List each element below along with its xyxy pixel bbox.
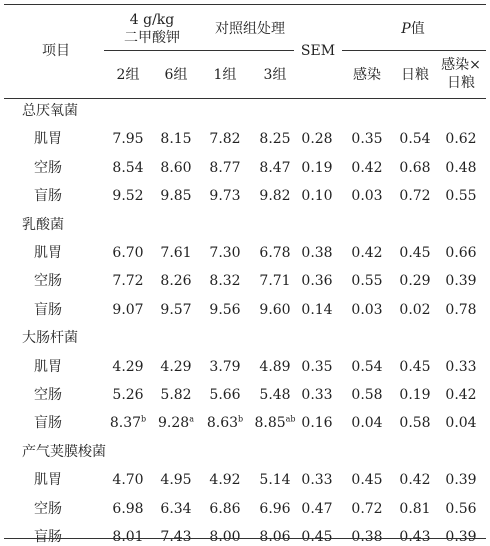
p-value-cell: 0.42 — [351, 159, 383, 176]
value-text: 6.86 — [209, 500, 241, 517]
value-text: 8.26 — [160, 273, 192, 290]
col-header-group2: 2组 — [116, 67, 140, 83]
value-text: 4.95 — [160, 472, 192, 489]
p-value-cell: 0.72 — [351, 500, 383, 517]
value-text: 6.78 — [259, 245, 291, 261]
header-kdf-line1: 4 g/kg — [129, 12, 175, 28]
value-cell — [104, 130, 152, 148]
value-cell — [104, 187, 152, 205]
header-bottom-rule — [4, 98, 486, 99]
value-cell — [104, 528, 152, 546]
p-value-cell: 0.42 — [399, 472, 431, 489]
value-cell — [200, 471, 250, 489]
sem-cell: 0.45 — [301, 529, 333, 545]
value-text: 9.82 — [259, 188, 291, 205]
p-value-cell: 0.58 — [399, 415, 431, 432]
header-p-value — [340, 20, 486, 38]
p-value-cell: 0.39 — [445, 529, 477, 545]
header-kdf-line2: 二甲酸钾 — [124, 30, 180, 46]
section-title: 总厌氧菌 — [22, 103, 78, 119]
row-label: 肌胃 — [34, 472, 62, 489]
header-item: 项目 — [42, 43, 70, 59]
section-title: 乳酸菌 — [22, 216, 64, 233]
p-value-cell: 0.55 — [445, 188, 477, 205]
value-text: 5.14 — [259, 472, 291, 489]
p-value-cell: 0.39 — [445, 472, 477, 489]
value-text: 8.85 — [254, 415, 286, 432]
value-cell — [200, 244, 250, 262]
value-cell — [104, 500, 152, 518]
sem-cell: 0.35 — [301, 358, 333, 375]
value-cell — [152, 358, 200, 376]
value-cell — [104, 414, 152, 432]
value-cell — [200, 272, 250, 290]
value-text: 8.60 — [160, 159, 192, 176]
row-label: 盲肠 — [34, 415, 62, 432]
sem-cell: 0.28 — [301, 131, 333, 148]
p-value-cell: 0.39 — [445, 273, 477, 290]
p-value-cell: 0.38 — [351, 529, 383, 545]
value-text: 6.98 — [112, 500, 144, 517]
p-value-cell: 0.66 — [445, 245, 477, 261]
value-cell — [104, 301, 152, 319]
value-cell — [152, 187, 200, 205]
value-text: 9.73 — [209, 188, 241, 205]
row-label: 盲肠 — [34, 188, 62, 205]
value-cell — [152, 500, 200, 518]
p-value-cell: 0.04 — [445, 415, 477, 432]
significance-superscript: b — [141, 414, 147, 424]
header-control: 对照组处理 — [215, 21, 285, 37]
value-text: 7.30 — [209, 245, 241, 261]
value-text: 4.89 — [259, 358, 291, 375]
value-text: 5.82 — [160, 387, 192, 403]
value-cell — [152, 386, 200, 404]
p-value-cell: 0.55 — [351, 273, 383, 290]
row-label: 肌胃 — [34, 245, 62, 261]
value-cell — [104, 272, 152, 290]
table-bottom-rule — [4, 538, 486, 539]
p-value-cell: 0.43 — [399, 529, 431, 545]
header-group-rule — [104, 50, 294, 51]
value-text: 8.37 — [109, 415, 142, 432]
p-value-cell: 0.58 — [351, 387, 383, 403]
p-value-cell: 0.72 — [399, 188, 431, 205]
sem-cell: 0.10 — [301, 188, 333, 205]
value-cell — [104, 159, 152, 177]
p-value-cell: 0.33 — [445, 358, 477, 375]
row-label: 肌胃 — [34, 131, 62, 148]
value-cell — [152, 528, 200, 546]
p-value-cell: 0.42 — [445, 387, 477, 403]
significance-superscript: ab — [285, 414, 296, 424]
value-cell — [104, 471, 152, 489]
value-cell — [200, 187, 250, 205]
value-text: 8.63 — [206, 415, 239, 432]
value-cell — [152, 301, 200, 319]
row-label: 盲肠 — [34, 529, 62, 545]
sem-cell: 0.47 — [301, 500, 333, 517]
value-text: 6.96 — [259, 500, 291, 517]
value-text: 4.29 — [112, 358, 144, 375]
p-value-cell: 0.68 — [399, 159, 431, 176]
col-header-interaction-line2: 日粮 — [447, 75, 475, 91]
p-value-cell: 0.02 — [399, 301, 431, 318]
sem-cell: 0.16 — [301, 415, 333, 432]
header-p-italic: P — [401, 21, 411, 37]
col-header-group1: 1组 — [213, 67, 237, 83]
value-cell — [152, 272, 200, 290]
value-text: 9.07 — [112, 301, 144, 318]
value-text: 8.25 — [259, 131, 291, 148]
value-text: 9.28 — [158, 415, 190, 432]
p-value-cell: 0.45 — [399, 245, 431, 261]
value-text: 5.48 — [259, 387, 291, 403]
col-header-interaction-line1: 感染× — [441, 57, 481, 73]
value-text: 7.61 — [160, 245, 192, 261]
sem-cell: 0.14 — [301, 301, 333, 318]
value-cell — [200, 301, 250, 319]
p-value-cell: 0.03 — [351, 188, 383, 205]
value-cell — [152, 130, 200, 148]
value-text: 8.32 — [209, 273, 241, 290]
value-text: 9.60 — [259, 301, 291, 318]
p-value-cell: 0.81 — [399, 500, 431, 517]
p-value-cell: 0.19 — [399, 387, 431, 403]
value-text: 8.06 — [259, 529, 291, 545]
header-sem: SEM — [300, 43, 336, 59]
sem-cell: 0.19 — [301, 159, 333, 176]
col-header-group3: 3组 — [263, 67, 287, 83]
p-value-cell: 0.54 — [351, 358, 383, 375]
p-value-cell: 0.78 — [445, 301, 477, 318]
p-value-cell: 0.48 — [445, 159, 477, 176]
significance-superscript: a — [189, 414, 194, 424]
row-label: 空肠 — [34, 387, 62, 403]
value-text: 7.95 — [112, 131, 144, 148]
value-cell — [200, 130, 250, 148]
p-value-cell: 0.45 — [351, 472, 383, 489]
value-text: 8.01 — [112, 529, 144, 545]
value-text: 8.15 — [160, 131, 192, 148]
value-text: 8.00 — [209, 529, 241, 545]
value-cell — [152, 159, 200, 177]
value-text: 7.43 — [160, 529, 192, 545]
value-cell — [200, 528, 250, 546]
significance-superscript: b — [238, 414, 244, 424]
row-label: 空肠 — [34, 500, 62, 517]
p-value-cell: 0.03 — [351, 301, 383, 318]
value-cell — [200, 159, 250, 177]
value-text: 9.52 — [112, 188, 144, 205]
sem-cell: 0.33 — [301, 387, 333, 403]
section-title: 大肠杆菌 — [22, 330, 78, 347]
value-cell — [152, 471, 200, 489]
value-text: 7.72 — [112, 273, 144, 290]
p-value-cell: 0.56 — [445, 500, 477, 517]
value-text: 6.70 — [112, 245, 144, 261]
row-label: 肌胃 — [34, 358, 62, 375]
value-cell — [152, 244, 200, 262]
header-p-suffix: 值 — [410, 21, 425, 37]
row-label: 空肠 — [34, 273, 62, 290]
value-cell — [104, 244, 152, 262]
value-cell — [200, 358, 250, 376]
p-value-cell: 0.04 — [351, 415, 383, 432]
p-value-cell: 0.62 — [445, 131, 477, 148]
value-text: 4.92 — [209, 472, 241, 489]
row-label: 盲肠 — [34, 301, 62, 318]
table-top-rule — [4, 4, 486, 5]
value-text: 5.66 — [209, 387, 241, 403]
value-text: 5.26 — [112, 387, 144, 403]
value-text: 8.77 — [209, 159, 241, 176]
header-p-rule — [342, 50, 486, 51]
value-text: 9.85 — [160, 188, 192, 205]
value-cell — [200, 414, 250, 432]
value-text: 8.47 — [259, 159, 291, 176]
sem-cell: 0.36 — [301, 273, 333, 290]
value-cell — [200, 500, 250, 518]
col-header-group6: 6组 — [164, 67, 188, 83]
value-text: 8.54 — [112, 159, 144, 176]
value-text: 4.70 — [112, 472, 144, 489]
value-cell — [152, 414, 200, 432]
value-cell — [104, 386, 152, 404]
p-value-cell: 0.35 — [351, 131, 383, 148]
value-cell — [104, 358, 152, 376]
p-value-cell: 0.54 — [399, 131, 431, 148]
value-text: 6.34 — [160, 500, 192, 517]
p-value-cell: 0.45 — [399, 358, 431, 375]
col-header-diet: 日粮 — [401, 67, 429, 83]
value-cell — [200, 386, 250, 404]
value-text: 4.29 — [160, 358, 192, 375]
p-value-cell: 0.42 — [351, 245, 383, 261]
col-header-infection: 感染 — [353, 67, 381, 83]
row-label: 空肠 — [34, 159, 62, 176]
value-text: 7.82 — [209, 131, 241, 148]
section-title: 产气荚膜梭菌 — [22, 443, 106, 460]
p-value-cell: 0.29 — [399, 273, 431, 290]
sem-cell: 0.33 — [301, 472, 333, 489]
value-text: 7.71 — [259, 273, 291, 290]
value-text: 3.79 — [209, 358, 241, 375]
sem-cell: 0.38 — [301, 245, 333, 261]
value-text: 9.57 — [160, 301, 192, 318]
value-text: 9.56 — [209, 301, 241, 318]
